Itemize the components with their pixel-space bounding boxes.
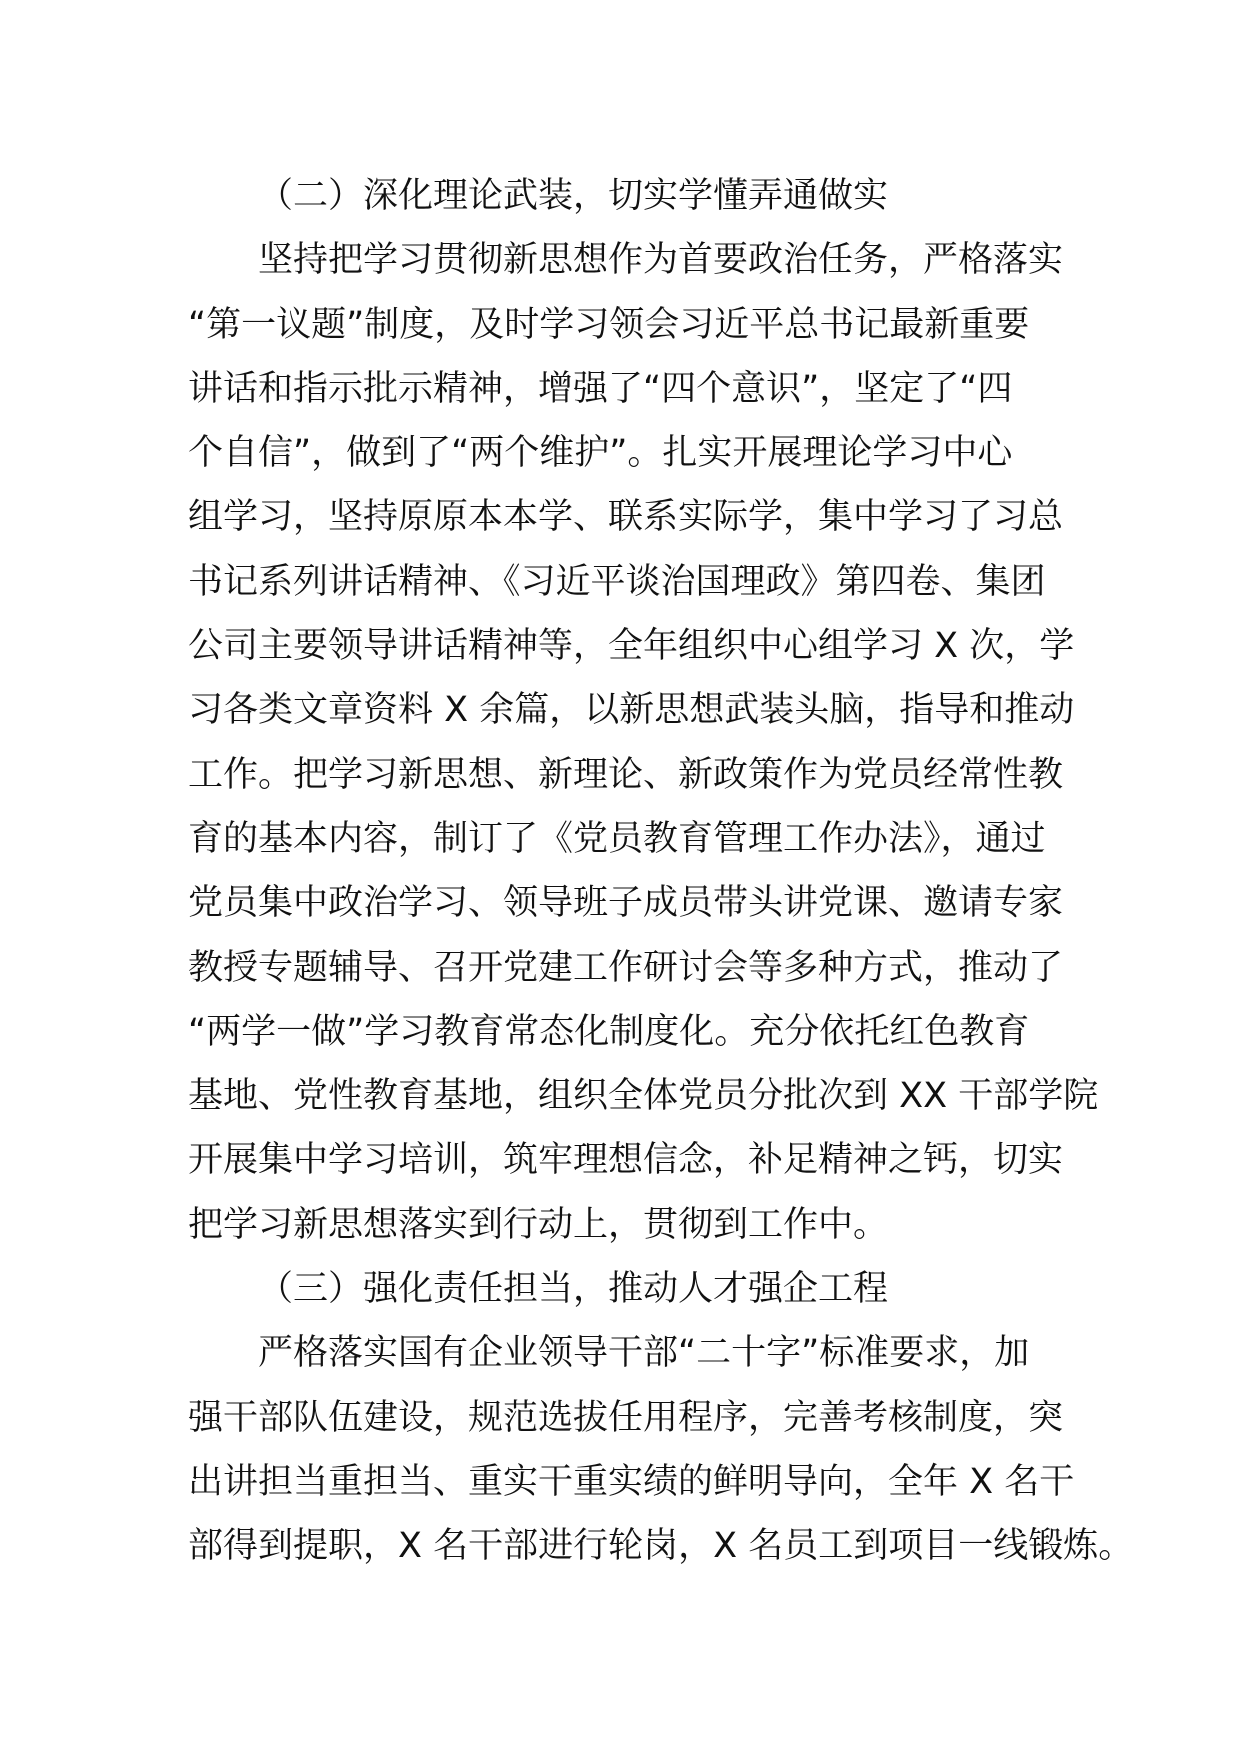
paragraph-line: 把学习新思想落实到行动上，贯彻到工作中。 (188, 1204, 889, 1245)
paragraph-line: 党员集中政治学习、领导班子成员带头讲党课、邀请专家 (188, 883, 1064, 924)
document-body (188, 164, 1134, 1579)
paragraph-line: 组学习，坚持原原本本学、联系实际学，集中学习了习总 (188, 497, 1064, 538)
paragraph-line: 开展集中学习培训，筑牢理想信念，补足精神之钙，切实 (188, 1140, 1064, 1181)
paragraph-line: 讲话和指示批示精神，增强了“四个意识”，坚定了“四 (188, 368, 1013, 409)
paragraph-line: 教授专题辅导、召开党建工作研讨会等多种方式，推动了 (188, 947, 1064, 988)
paragraph-line: 出讲担当重担当、重实干重实绩的鲜明导向，全年 X 名干 (188, 1461, 1075, 1502)
section-three-paragraph (188, 1321, 1134, 1578)
paragraph-line: 公司主要领导讲话精神等，全年组织中心组学习 X 次，学 (188, 626, 1075, 667)
paragraph-line: 习各类文章资料 X 余篇，以新思想武装头脑，指导和推动 (188, 690, 1075, 731)
paragraph-line: 基地、党性教育基地，组织全体党员分批次到 XX 干部学院 (188, 1076, 1099, 1117)
paragraph-line: 个自信”，做到了“两个维护”。扎实开展理论学习中心 (188, 433, 1013, 474)
paragraph-line: 部得到提职，X 名干部进行轮岗，X 名员工到项目一线锻炼。 (188, 1526, 1134, 1567)
paragraph-line: 强干部队伍建设，规范选拔任用程序，完善考核制度，突 (188, 1397, 1064, 1438)
section-heading-three: （三）强化责任担当，推动人才强企工程 (258, 1269, 889, 1310)
paragraph-line: 书记系列讲话精神、《习近平谈治国理政》第四卷、集团 (188, 561, 1046, 602)
paragraph-line: 工作。把学习新思想、新理论、新政策作为党员经常性教 (188, 754, 1064, 795)
paragraph-line: 严格落实国有企业领导干部“二十字”标准要求，加 (258, 1333, 1030, 1374)
paragraph-line: “两学一做”学习教育常态化制度化。充分依托红色教育 (188, 1011, 1030, 1052)
paragraph-line: “第一议题”制度，及时学习领会习近平总书记最新重要 (188, 304, 1030, 345)
section-two-paragraph (188, 228, 1099, 1257)
paragraph-line: 坚持把学习贯彻新思想作为首要政治任务，严格落实 (258, 240, 1064, 281)
section-heading-two: （二）深化理论武装，切实学懂弄通做实 (258, 176, 889, 216)
paragraph-line: 育的基本内容，制订了《党员教育管理工作办法》，通过 (188, 818, 1046, 859)
